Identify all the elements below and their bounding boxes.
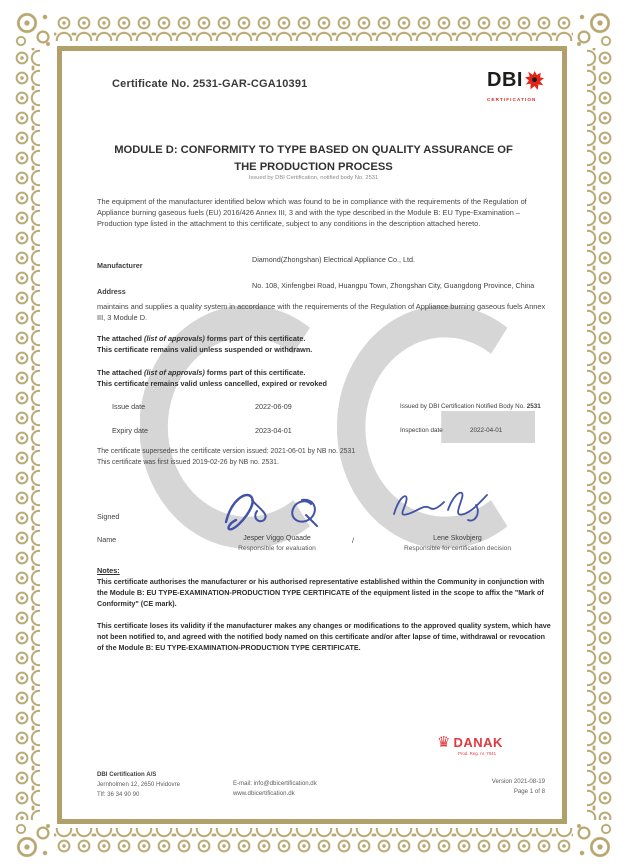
name-separator: / [352, 538, 354, 545]
title-subtitle: Issued by DBI Certification, notified body No. 2531 [248, 174, 379, 181]
issued-by-line: Issued by DBI Certification Notified Body No. 2531 [400, 403, 541, 410]
notes-paragraph-2: This certificate loses its validity if the manufacturer makes any changes or modifications to the approved quality system, which have not been notified to, and agreed with the notified body named on this certificate and/or after lapse of time, withdrawal or revocation of the Module B: EU TYPE-EXAMINATION-PRODUCTION TYPE CERTIFICATE. [97, 621, 551, 653]
attached-2-line1: The attached (list of approvals) forms part of this certificate. [97, 368, 306, 377]
footer-company-block [97, 770, 247, 799]
dbi-flame-icon [525, 70, 544, 96]
dbi-logo-text: DBI [487, 69, 523, 91]
notes-paragraph-1: This certificate authorises the manufacturer or his authorised representative established within the Community in conjunction with the Module B: EU TYPE-EXAMINATION-PRODUCTION TYPE CERTIFICATE of the equipment listed in the scope to affix the "Mark of Conformity" (CE mark). [97, 577, 545, 609]
address-value: No. 108, Xinfengbei Road, Huangpu Town, Zhongshan City, Guangdong Province, China [252, 281, 535, 290]
manufacturer-label: Manufacturer [97, 261, 143, 270]
certificate-number: Certificate No. 2531-GAR-CGA10391 [112, 78, 308, 90]
footer-version: Version 2021-08-19 [491, 778, 545, 785]
title-line2: THE PRODUCTION PROCESS [234, 161, 393, 174]
footer-email: E-mail: info@dbicertification.dk [233, 780, 317, 787]
danak-logo-subtext: Prod. Reg. nr. 7041 [457, 751, 497, 756]
signer1-name: Jesper Viggo Quaade [243, 535, 311, 542]
signer1-role: Responsible for evaluation [238, 544, 316, 552]
border-corner-bottom-left [12, 820, 54, 862]
border-corner-top-right [573, 8, 615, 50]
quality-paragraph: maintains and supplies a quality system in accordance with the requirements of the Regulation of Appliance burning gaseous fuels Annex III, 3 Module D. [97, 302, 546, 323]
signer1-block [212, 534, 342, 552]
border-ornament-top [54, 15, 573, 41]
title-block [90, 140, 537, 181]
footer-contact-block [233, 779, 393, 799]
signer2-block [385, 534, 530, 552]
history-block [97, 447, 497, 468]
attached-block-2 [97, 367, 549, 390]
signature-evaluation [218, 488, 328, 538]
dbi-logo-subtext: CERTIFICATION [487, 97, 537, 102]
dbi-logo [487, 70, 553, 102]
expiry-date-value: 2023-04-01 [255, 426, 292, 435]
attached-1-line2: This certificate remains valid unless suspended or withdrawn. [97, 345, 313, 355]
footer-website: www.dbicertification.dk [233, 789, 295, 797]
attached-2-line2: This certificate remains valid unless cancelled, expired or revoked [97, 379, 327, 389]
notes-heading: Notes: [97, 566, 120, 575]
history-line2: This certificate was first issued 2019-02-26 by NB no. 2531. [97, 458, 279, 466]
name-label: Name [97, 535, 117, 544]
danak-crown-icon: ♛ [437, 734, 451, 751]
footer-phone: Tlf: 36 34 90 90 [97, 790, 140, 798]
footer-page-number: Page 1 of 8 [513, 787, 545, 795]
expiry-date-label: Expiry date [112, 426, 148, 435]
address-label: Address [97, 287, 126, 296]
border-ornament-left [14, 48, 40, 820]
border-ornament-right [587, 48, 613, 820]
footer-version-block [430, 777, 545, 797]
inspection-date-label: Inspection date [400, 427, 443, 434]
signer2-role: Responsible for certification decision [403, 544, 512, 552]
manufacturer-value: Diamond(Zhongshan) Electrical Appliance Co., Ltd. [252, 255, 416, 264]
history-line1: The certificate supersedes the certificate version issued: 2021-06-01 by NB no. 2531 [97, 448, 356, 455]
inspection-date-value: 2022-04-01 [470, 427, 503, 434]
signature-decision [388, 486, 498, 533]
signer2-name: Lene Skovbjerg [433, 535, 482, 542]
border-ornament-bottom [54, 828, 573, 854]
attached-block-1 [97, 333, 549, 356]
signed-label: Signed [97, 512, 120, 521]
address-row [97, 281, 126, 299]
border-corner-top-left [12, 8, 54, 50]
issue-date-value: 2022-06-09 [255, 402, 292, 411]
danak-logo [437, 735, 517, 756]
intro-paragraph: The equipment of the manufacturer identified below which was found to be in compliance with the requirements of the Regulation of Appliance burning gaseous fuels (EU) 2016/426 Annex III, 3 and with the type described in the Module B: EU Type-Examination – Production type listed in the attachment to this certificate, subject to any conditions in the description attached hereto. [97, 197, 527, 229]
title-line1: MODULE D: CONFORMITY TO TYPE BASED ON QUALITY ASSURANCE OF [114, 144, 513, 156]
footer-company: DBI Certification A/S [97, 771, 157, 778]
danak-logo-text: DANAK [453, 735, 503, 750]
manufacturer-row [97, 255, 143, 273]
issue-date-label: Issue date [112, 402, 146, 411]
border-corner-bottom-right [573, 820, 615, 862]
footer-address: Jernholmen 12, 2650 Hvidovre [97, 780, 180, 788]
attached-1-line1: The attached (list of approvals) forms part of this certificate. [97, 334, 306, 343]
